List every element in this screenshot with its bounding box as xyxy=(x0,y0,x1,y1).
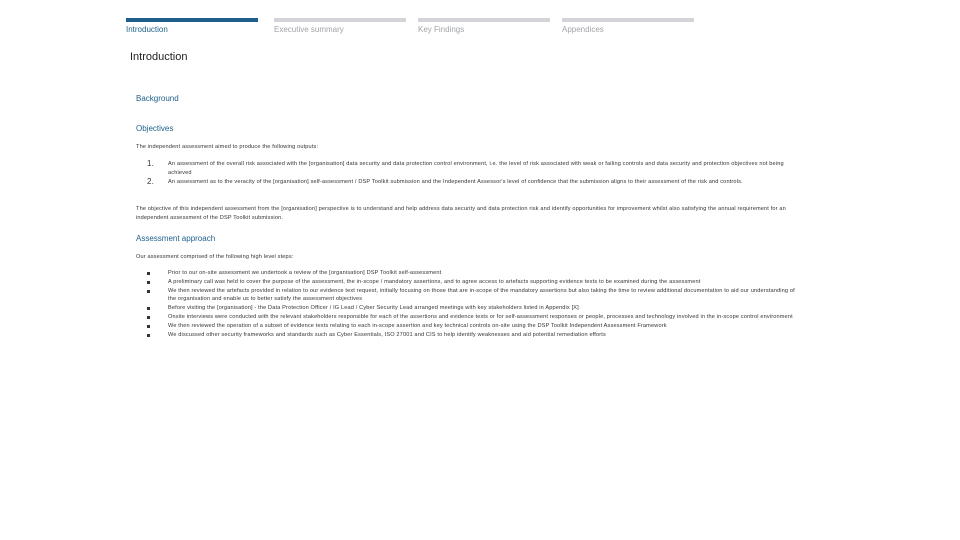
section-tabs xyxy=(126,18,696,38)
list-number: 1. xyxy=(147,159,154,168)
objectives-closing: The objective of this independent assessment from the [organisation] perspective is to understand and help address data security and data protection risk and identify opportunities for improvement whilst also satisfying the annual requirement for an independent assessment of the DSP Toolkit submission. xyxy=(136,206,786,221)
list-item-text: Prior to our on-site assessment we undertook a review of the [organisation] DSP Toolkit self-assessment xyxy=(168,270,442,276)
bullet-icon xyxy=(147,334,150,337)
list-item xyxy=(147,322,797,331)
list-item xyxy=(147,278,797,287)
tab-introduction[interactable] xyxy=(126,18,258,34)
tab-label: Key Findings xyxy=(418,25,465,34)
bullet-icon xyxy=(147,281,150,284)
tab-label: Introduction xyxy=(126,25,168,34)
bullet-icon xyxy=(147,316,150,319)
list-item-text: We discussed other security frameworks and standards such as Cyber Essentials, ISO 27001 and CIS to help identify weaknesses and aid potential remediation efforts xyxy=(168,331,606,338)
approach-intro: Our assessment comprised of the following high level steps: xyxy=(136,254,294,260)
objectives-heading: Objectives xyxy=(136,124,174,133)
tab-progress-bar xyxy=(418,18,550,22)
list-item xyxy=(147,178,797,187)
objectives-list xyxy=(147,160,797,186)
list-item-text: An assessment as to the veracity of the [organisation] self-assessment / DSP Toolkit submission and the Independent Assessor's level of confidence that the submission aligns to their assessment of the risk and controls. xyxy=(168,178,743,185)
tab-executive-summary[interactable] xyxy=(274,18,406,34)
approach-steps-list xyxy=(147,269,797,339)
list-item xyxy=(147,304,797,313)
tab-progress-bar xyxy=(274,18,406,22)
tab-label: Appendices xyxy=(562,25,604,34)
bullet-icon xyxy=(147,272,150,275)
tab-label: Executive summary xyxy=(274,25,344,34)
list-item-text: We then reviewed the operation of a subset of evidence texts relating to each in-scope assertion and key technical controls on-site using the DSP Toolkit Independent Assessment Framework xyxy=(168,322,667,329)
list-number: 2. xyxy=(147,176,154,186)
objectives-intro: The independent assessment aimed to produce the following outputs: xyxy=(136,144,319,150)
tab-progress-bar xyxy=(562,18,694,22)
bullet-icon xyxy=(147,307,150,310)
list-item-text: Before visiting the [organisation] - the Data Protection Officer / IG Lead / Cyber Security Lead arranged meetings with key stakeholders listed in Appendix [X] xyxy=(168,305,579,312)
bullet-icon xyxy=(147,325,150,328)
list-item xyxy=(147,313,797,322)
tab-key-findings[interactable] xyxy=(418,18,550,34)
list-item xyxy=(147,269,797,278)
assessment-approach-heading: Assessment approach xyxy=(136,234,216,243)
list-item xyxy=(147,331,797,340)
tab-appendices[interactable] xyxy=(562,18,694,34)
background-heading: Background xyxy=(136,94,179,103)
list-item xyxy=(147,287,797,305)
list-item-text: Onsite interviews were conducted with the relevant stakeholders responsible for each of the assertions and evidence texts or for self-assessment responses or people, processes and technology involved in the in-scope control environment xyxy=(168,313,793,320)
list-item xyxy=(147,160,797,178)
list-item-text: A preliminary call was held to cover the purpose of the assessment, the in-scope / mandatory assertions, and to agree access to artefacts supporting evidence texts to be examined during the assessment xyxy=(168,278,701,285)
tab-progress-bar xyxy=(126,18,258,22)
bullet-icon xyxy=(147,290,150,293)
list-item-text: We then reviewed the artefacts provided in relation to our evidence text request, initially focusing on those that are in-scope of the mandatory assertions but also taking the time to review additional documentation to aid our understanding of the organisation and enable us to better satisfy the assessment objectives xyxy=(168,287,795,303)
list-item-text: An assessment of the overall risk associated with the [organisation] data security and data protection control environment, i.e. the level of risk associated with weak or failing controls and data security and protection objectives not being achieved xyxy=(168,161,784,176)
page-title: Introduction xyxy=(130,51,188,63)
